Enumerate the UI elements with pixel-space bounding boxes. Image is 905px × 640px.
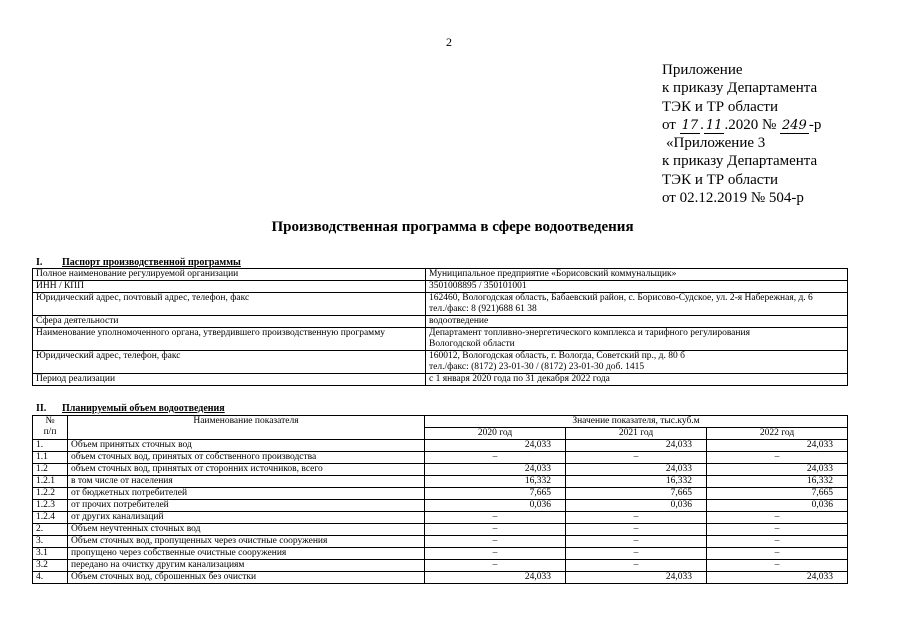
passport-value-line-1: с 1 января 2020 года по 31 декабря 2022 года	[429, 374, 610, 384]
row-name: пропущено через собственные очистные сооружения	[68, 548, 425, 560]
row-value: –	[425, 524, 566, 536]
row-value: 24,033	[566, 440, 707, 452]
row-value: –	[707, 548, 848, 560]
passport-value	[426, 328, 848, 351]
passport-value-line-2: тел./факс: (8172) 23-01-30 / (8172) 23-01-30 доб. 1415	[429, 362, 645, 372]
row-number: 3.	[33, 536, 68, 548]
row-value: –	[425, 536, 566, 548]
row-number: 4.	[33, 572, 68, 584]
row-number: 1.	[33, 440, 68, 452]
volume-row	[33, 500, 848, 512]
row-value: –	[566, 512, 707, 524]
row-name: объем сточных вод, принятых от собственного производства	[68, 452, 425, 464]
volume-row	[33, 488, 848, 500]
row-number: 1.2.3	[33, 500, 68, 512]
row-name: Объем принятых сточных вод	[68, 440, 425, 452]
approval-line-4: от 17 . 11 .2020 № 249 -р	[662, 116, 822, 133]
approval-suffix: -р	[808, 116, 822, 133]
section-2-number: II.	[36, 403, 47, 414]
passport-row	[33, 374, 848, 386]
volume-row	[33, 536, 848, 548]
passport-value-line-1: Муниципальное предприятие «Борисовский коммунальщик»	[429, 269, 677, 279]
row-value: –	[425, 452, 566, 464]
row-value: 24,033	[425, 572, 566, 584]
passport-label: Полное наименование регулируемой организации	[33, 269, 426, 281]
row-value: –	[566, 536, 707, 548]
row-number: 1.2.1	[33, 476, 68, 488]
passport-value	[426, 316, 848, 328]
approval-year: .2020 №	[724, 116, 777, 133]
passport-value-line-1: Департамент топливно-энергетического комплекса и тарифного регулирования	[429, 328, 750, 338]
row-value: –	[566, 560, 707, 572]
row-number: 1.2	[33, 464, 68, 476]
row-value: –	[425, 512, 566, 524]
row-value: 16,332	[425, 476, 566, 488]
row-value: –	[425, 560, 566, 572]
passport-value	[426, 281, 848, 293]
row-value: –	[707, 452, 848, 464]
passport-label: Юридический адрес, почтовый адрес, телефон, факс	[33, 293, 426, 316]
passport-label: ИНН / КПП	[33, 281, 426, 293]
passport-label: Наименование уполномоченного органа, утвердившего производственную программу	[33, 328, 426, 351]
passport-value-line-1: 162460, Вологодская область, Бабаевский район, с. Борисово-Судское, ул. 2-я Набережная, д. 6	[429, 293, 813, 303]
header-number-line-1: №	[45, 416, 55, 426]
row-name: от бюджетных потребителей	[68, 488, 425, 500]
document-title: Производственная программа в сфере водоотведения	[271, 219, 634, 235]
passport-row	[33, 351, 848, 374]
row-number: 2.	[33, 524, 68, 536]
row-name: Объем сточных вод, пропущенных через очистные сооружения	[68, 536, 425, 548]
row-value: 7,665	[425, 488, 566, 500]
passport-row	[33, 328, 848, 351]
volume-row	[33, 560, 848, 572]
row-value: 24,033	[425, 440, 566, 452]
volume-row	[33, 440, 848, 452]
approval-line-3: ТЭК и ТР области	[662, 98, 778, 115]
passport-value-line-1: 3501008895 / 350101001	[429, 281, 527, 291]
approval-line-8: от 02.12.2019 № 504-р	[662, 190, 804, 207]
row-value: –	[707, 536, 848, 548]
row-value: –	[707, 512, 848, 524]
volume-row	[33, 548, 848, 560]
volume-row	[33, 464, 848, 476]
passport-row	[33, 316, 848, 328]
row-value: 24,033	[707, 440, 848, 452]
volume-row	[33, 572, 848, 584]
row-value: 7,665	[707, 488, 848, 500]
section-1-title: Паспорт производственной программы	[62, 257, 241, 268]
row-value: –	[566, 452, 707, 464]
passport-value	[426, 269, 848, 281]
approval-line-5: «Приложение 3	[666, 135, 766, 152]
row-value: 16,332	[707, 476, 848, 488]
passport-value	[426, 374, 848, 386]
header-number	[33, 416, 68, 440]
passport-value	[426, 293, 848, 316]
header-value: Значение показателя, тыс.куб.м	[425, 416, 848, 428]
approval-block	[662, 61, 821, 207]
approval-line-1: Приложение	[662, 62, 743, 78]
header-year-2020: 2020 год	[425, 428, 566, 440]
passport-label: Период реализации	[33, 374, 426, 386]
row-value: 0,036	[566, 500, 707, 512]
row-name: Объем неучтенных сточных вод	[68, 524, 425, 536]
passport-label: Сфера деятельности	[33, 316, 426, 328]
row-number: 3.2	[33, 560, 68, 572]
row-value: –	[707, 560, 848, 572]
passport-table	[32, 268, 848, 386]
passport-value-line-2: Вологодской области	[429, 339, 515, 349]
header-year-2021: 2021 год	[566, 428, 707, 440]
row-value: –	[566, 524, 707, 536]
section-1-number: I.	[36, 257, 43, 268]
header-year-2022: 2022 год	[707, 428, 848, 440]
row-value: 0,036	[707, 500, 848, 512]
row-name: передано на очистку другим канализациям	[68, 560, 425, 572]
approval-line-2: к приказу Департамента	[662, 80, 818, 97]
passport-row	[33, 281, 848, 293]
row-value: 16,332	[566, 476, 707, 488]
row-value: 7,665	[566, 488, 707, 500]
page-number: 2	[446, 35, 452, 49]
row-value: –	[566, 548, 707, 560]
row-name: объем сточных вод, принятых от сторонних источников, всего	[68, 464, 425, 476]
handwritten-day: 17	[681, 117, 699, 133]
section-2-heading	[36, 403, 225, 414]
row-name: от других канализаций	[68, 512, 425, 524]
row-number: 1.2.2	[33, 488, 68, 500]
row-value: 24,033	[566, 572, 707, 584]
passport-value-line-1: водоотведение	[429, 316, 489, 326]
row-value: 0,036	[425, 500, 566, 512]
row-number: 1.1	[33, 452, 68, 464]
volume-row	[33, 512, 848, 524]
row-number: 1.2.4	[33, 512, 68, 524]
row-value: –	[425, 548, 566, 560]
handwritten-number: 249	[782, 117, 807, 133]
row-name: от прочих потребителей	[68, 500, 425, 512]
handwritten-month: 11	[705, 117, 723, 133]
row-value: 24,033	[566, 464, 707, 476]
header-name: Наименование показателя	[68, 416, 425, 440]
approval-line-7: ТЭК и ТР области	[662, 171, 778, 188]
passport-row	[33, 293, 848, 316]
volume-row	[33, 476, 848, 488]
passport-label: Юридический адрес, телефон, факс	[33, 351, 426, 374]
row-value: 24,033	[707, 464, 848, 476]
row-value: 24,033	[425, 464, 566, 476]
approval-line-6: к приказу Департамента	[662, 153, 818, 170]
header-number-line-2: п/п	[43, 427, 57, 437]
passport-value-line-2: тел./факс: 8 (921)688 61 38	[429, 304, 537, 314]
passport-value	[426, 351, 848, 374]
row-number: 3.1	[33, 548, 68, 560]
volume-table	[32, 415, 848, 584]
row-name: Объем сточных вод, сброшенных без очистки	[68, 572, 425, 584]
section-1-heading	[36, 257, 241, 268]
passport-value-line-1: 160012, Вологодская область, г. Вологда, Советский пр., д. 80 б	[429, 351, 685, 361]
row-value: –	[707, 524, 848, 536]
section-2-title: Планируемый объем водоотведения	[62, 403, 225, 414]
row-name: в том числе от населения	[68, 476, 425, 488]
passport-row	[33, 269, 848, 281]
approval-date-prefix: от	[662, 116, 676, 133]
volume-row	[33, 452, 848, 464]
row-value: 24,033	[707, 572, 848, 584]
volume-row	[33, 524, 848, 536]
